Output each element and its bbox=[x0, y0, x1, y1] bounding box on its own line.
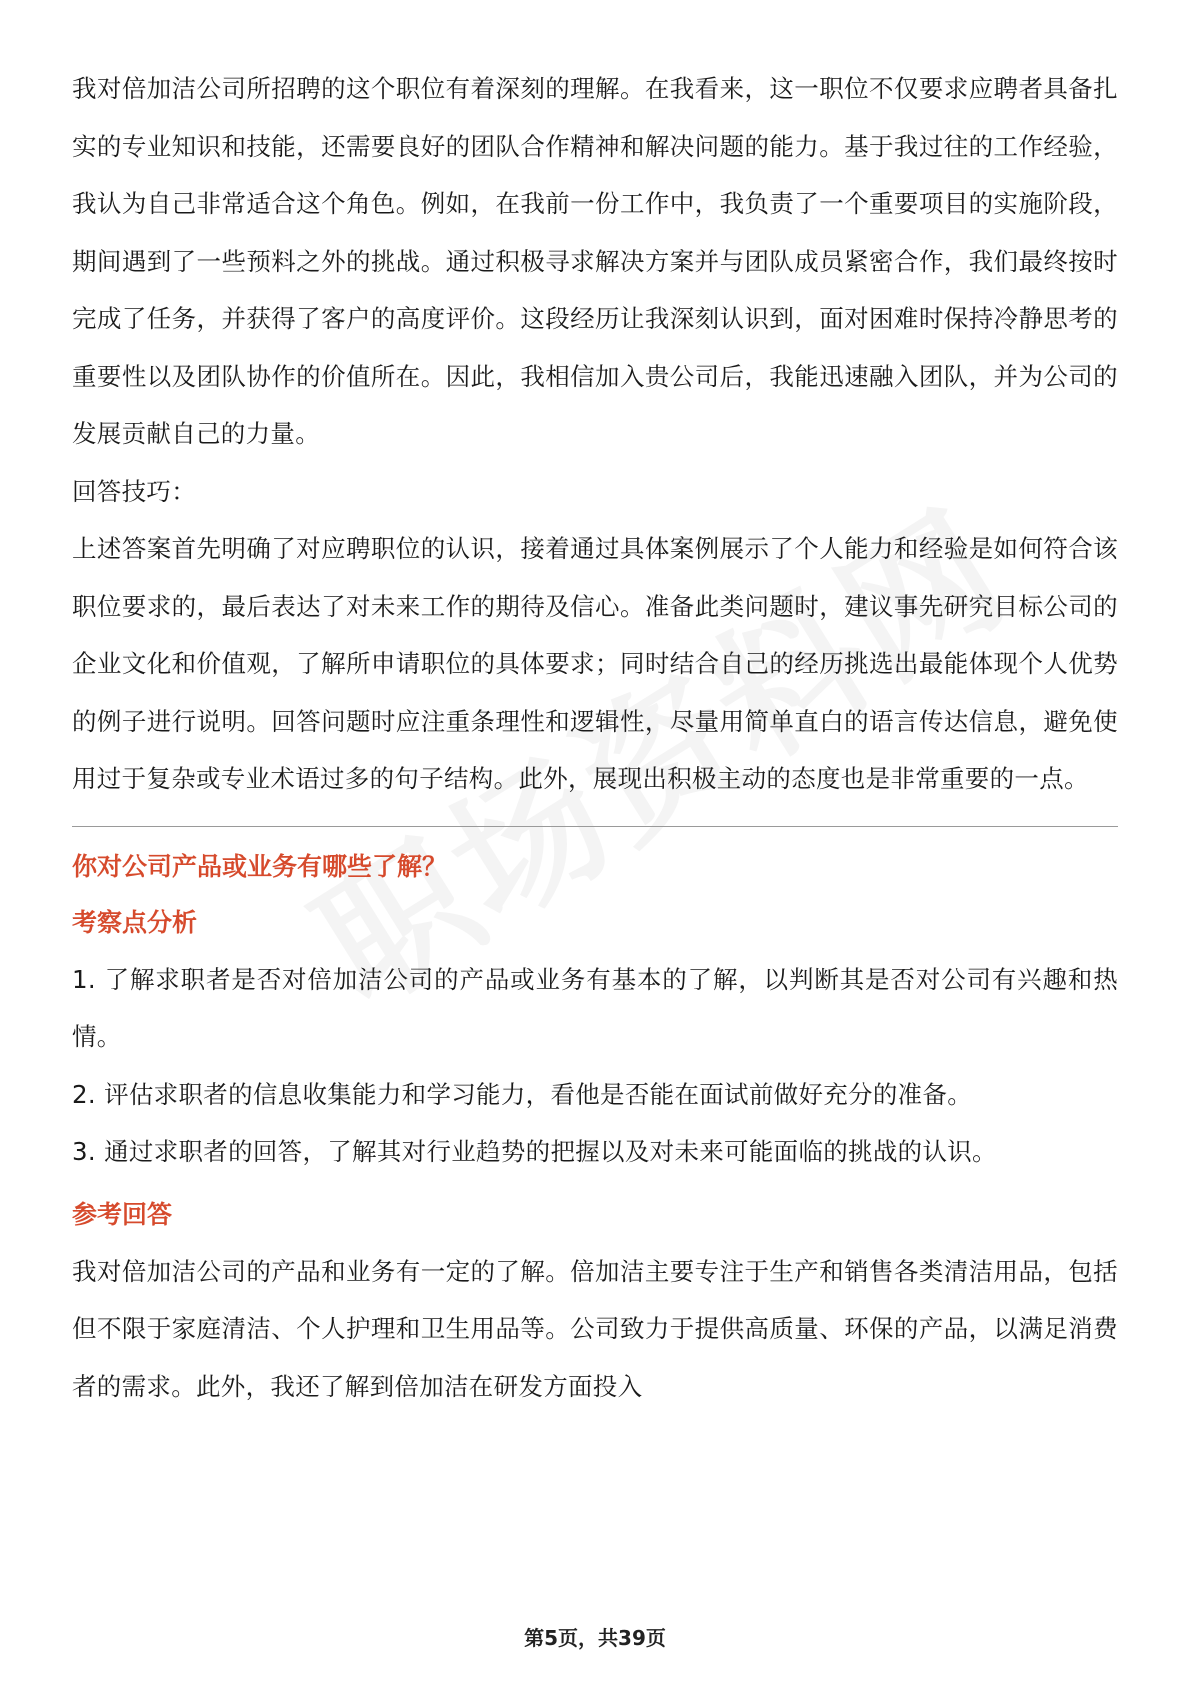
analysis-title: 考察点分析 bbox=[72, 907, 198, 937]
reference-paragraph: 我对倍加洁公司的产品和业务有一定的了解。倍加洁主要专注于生产和销售各类清洁用品，包括但不限于家庭清洁、个人护理和卫生用品等。公司致力于提供高质量、环保的产品，以满足消费者的需求。此外，我还了解到倍加洁在研发方面投入 bbox=[72, 1256, 1118, 1401]
question-heading: 你对公司产品或业务有哪些了解？ bbox=[72, 851, 448, 881]
intro-paragraph: 我对倍加洁公司所招聘的这个职位有着深刻的理解。在我看来，这一职位不仅要求应聘者具备扎实的专业知识和技能，还需要良好的团队合作精神和解决问题的能力。基于我过往的工作经验，我认为自己非常适合这个角色。例如，在我前一份工作中，我负责了一个重要项目的实施阶段，期间遇到了一些预料之外的挑战。通过积极寻求解决方案并与团队成员紧密合作，我们最终按时完成了任务，并获得了客户的高度评价。这段经历让我深刻认识到，面对困难时保持冷静思考的重要性以及团队协作的价值所在。因此，我相信加入贵公司后，我能迅速融入团队，并为公司的发展贡献自己的力量。 bbox=[72, 74, 1118, 448]
analysis-point-3: 3. 通过求职者的回答，了解其对行业趋势的把握以及对未来可能面临的挑战的认识。 bbox=[72, 1137, 997, 1166]
section-divider bbox=[72, 826, 1118, 827]
analysis-point-2: 2. 评估求职者的信息收集能力和学习能力，看他是否能在面试前做好充分的准备。 bbox=[72, 1079, 973, 1109]
tips-paragraph: 上述答案首先明确了对应聘职位的认识，接着通过具体案例展示了个人能力和经验是如何符合该职位要求的，最后表达了对未来工作的期待及信心。准备此类问题时，建议事先研究目标公司的企业文化和价值观，了解所申请职位的具体要求；同时结合自己的经历挑选出最能体现个人优势的例子进行说明。回答问题时应注重条理性和逻辑性，尽量用简单直白的语言传达信息，避免使用过于复杂或专业术语过多的句子结构。此外，展现出积极主动的态度也是非常重要的一点。 bbox=[72, 534, 1118, 793]
reference-title: 参考回答 bbox=[72, 1199, 173, 1229]
analysis-point-1: 1. 了解求职者是否对倍加洁公司的产品或业务有基本的了解，以判断其是否对公司有兴趣和热情。 bbox=[72, 964, 1118, 1051]
tips-label: 回答技巧： bbox=[72, 476, 196, 506]
page-footer: 第5页，共39页 bbox=[524, 1626, 666, 1650]
page-content bbox=[72, 60, 1118, 1415]
